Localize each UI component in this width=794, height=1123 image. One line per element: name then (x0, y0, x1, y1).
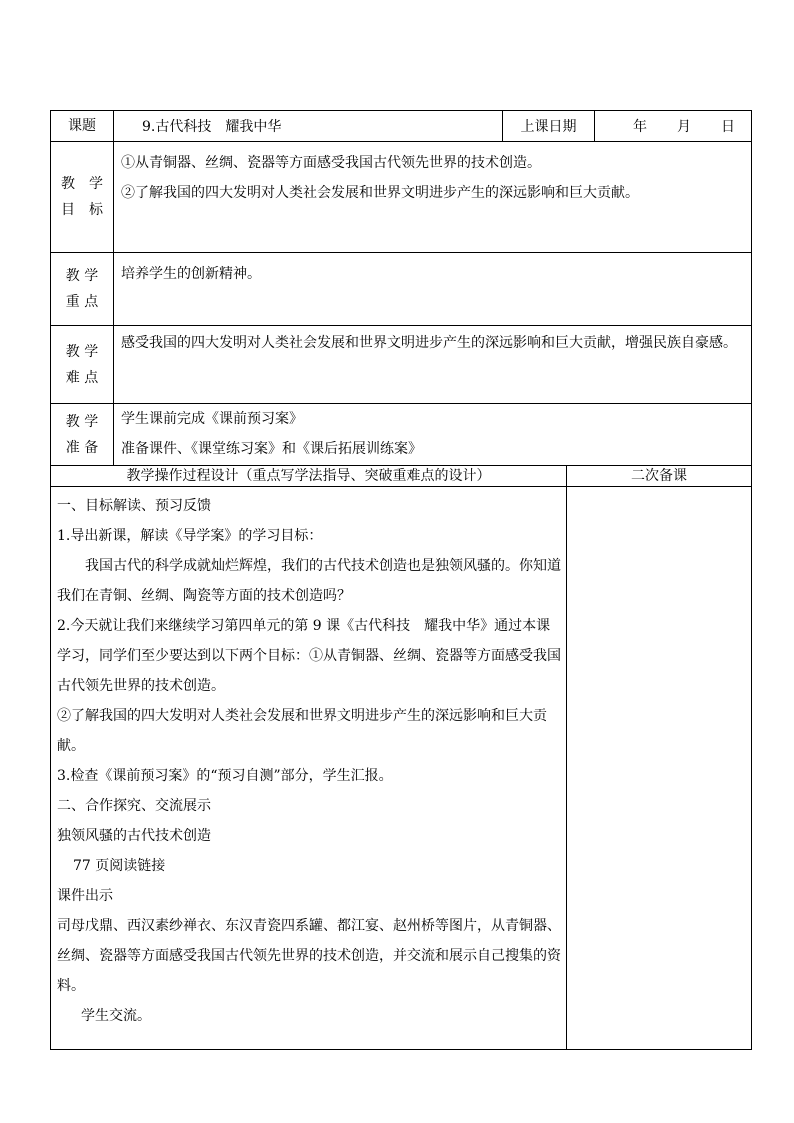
date-label: 上课日期 (503, 111, 595, 142)
difficulties-row (51, 326, 752, 404)
preparation-row (51, 404, 752, 466)
process-line: 2.今天就让我们来继续学习第四单元的第 9 课《古代科技 耀我中华》通过本课学习，同学们至少要达到以下两个目标：①从青铜器、丝绸、瓷器等方面感受我国古代领先世界的技术创造。 (57, 618, 561, 694)
date-year: 年 (633, 119, 647, 135)
topic-value: 9.古代科技 耀我中华 (114, 111, 503, 142)
difficulties-label-line-1: 教 学 (65, 343, 99, 360)
process-row (51, 487, 752, 1050)
objectives-label-line-2: 目 标 (61, 202, 103, 218)
date-day: 日 (721, 119, 735, 135)
objectives-label (51, 142, 114, 253)
objectives-content (114, 142, 752, 253)
process-line: 课件出示 (57, 888, 113, 904)
header-row (51, 111, 752, 142)
key-points-content (114, 253, 752, 326)
difficulties-label (51, 326, 114, 404)
second-prep-header: 二次备课 (567, 466, 752, 487)
process-line: 77 页阅读链接 (73, 858, 166, 874)
key-points-text: 培养学生的创新精神。 (121, 266, 261, 282)
preparation-item: 学生课前完成《课前预习案》 (121, 411, 303, 427)
key-points-row (51, 253, 752, 326)
process-line: 我国古代的科学成就灿烂辉煌，我们的古代技术创造也是独领风骚的。你知道我们在青铜、丝绸、陶瓷等方面的技术创造吗？ (57, 558, 561, 604)
topic-label: 课题 (51, 111, 114, 142)
second-prep-content (567, 487, 752, 1050)
difficulties-text: 感受我国的四大发明对人类社会发展和世界文明进步产生的深远影响和巨大贡献，增强民族自豪感。 (121, 335, 737, 351)
key-points-label-line-1: 教 学 (65, 268, 99, 284)
objective-item: ①从青铜器、丝绸、瓷器等方面感受我国古代领先世界的技术创造。 (121, 155, 541, 171)
preparation-content (114, 404, 752, 466)
preparation-label-line-2: 准 备 (65, 439, 99, 456)
lesson-plan-table (50, 110, 752, 1050)
difficulties-content (114, 326, 752, 404)
preparation-label-line-1: 教 学 (65, 413, 99, 430)
process-line: ②了解我国的四大发明对人类社会发展和世界文明进步产生的深远影响和巨大贡献。 (57, 708, 547, 754)
process-line: 一、目标解读、预习反馈 (57, 498, 211, 514)
preparation-item: 准备课件、《课堂练习案》和《课后拓展训练案》 (121, 441, 422, 457)
objectives-label-line-1: 教 学 (61, 176, 103, 192)
process-line: 3.检查《课前预习案》的“预习自测”部分，学生汇报。 (57, 768, 393, 784)
objective-item: ②了解我国的四大发明对人类社会发展和世界文明进步产生的深远影响和巨大贡献。 (121, 185, 639, 201)
process-header: 教学操作过程设计（重点写学法指导、突破重难点的设计） (51, 466, 567, 487)
process-line: 1.导出新课，解读《导学案》的学习目标： (57, 528, 323, 544)
process-line: 学生交流。 (81, 1008, 151, 1024)
key-points-label (51, 253, 114, 326)
process-content (51, 487, 567, 1050)
process-header-row (51, 466, 752, 487)
date-value (595, 111, 752, 142)
process-line: 独领风骚的古代技术创造 (57, 828, 211, 844)
difficulties-label-line-2: 难 点 (65, 369, 99, 386)
process-line: 司母戊鼎、西汉素纱禅衣、东汉青瓷四系罐、都江宴、赵州桥等图片，从青铜器、丝绸、瓷器等方面感受我国古代领先世界的技术创造，并交流和展示自己搜集的资料。 (57, 918, 561, 994)
key-points-label-line-2: 重 点 (65, 294, 99, 310)
process-line: 二、合作探究、交流展示 (57, 798, 211, 814)
objectives-row (51, 142, 752, 253)
preparation-label (51, 404, 114, 466)
date-month: 月 (677, 119, 691, 135)
